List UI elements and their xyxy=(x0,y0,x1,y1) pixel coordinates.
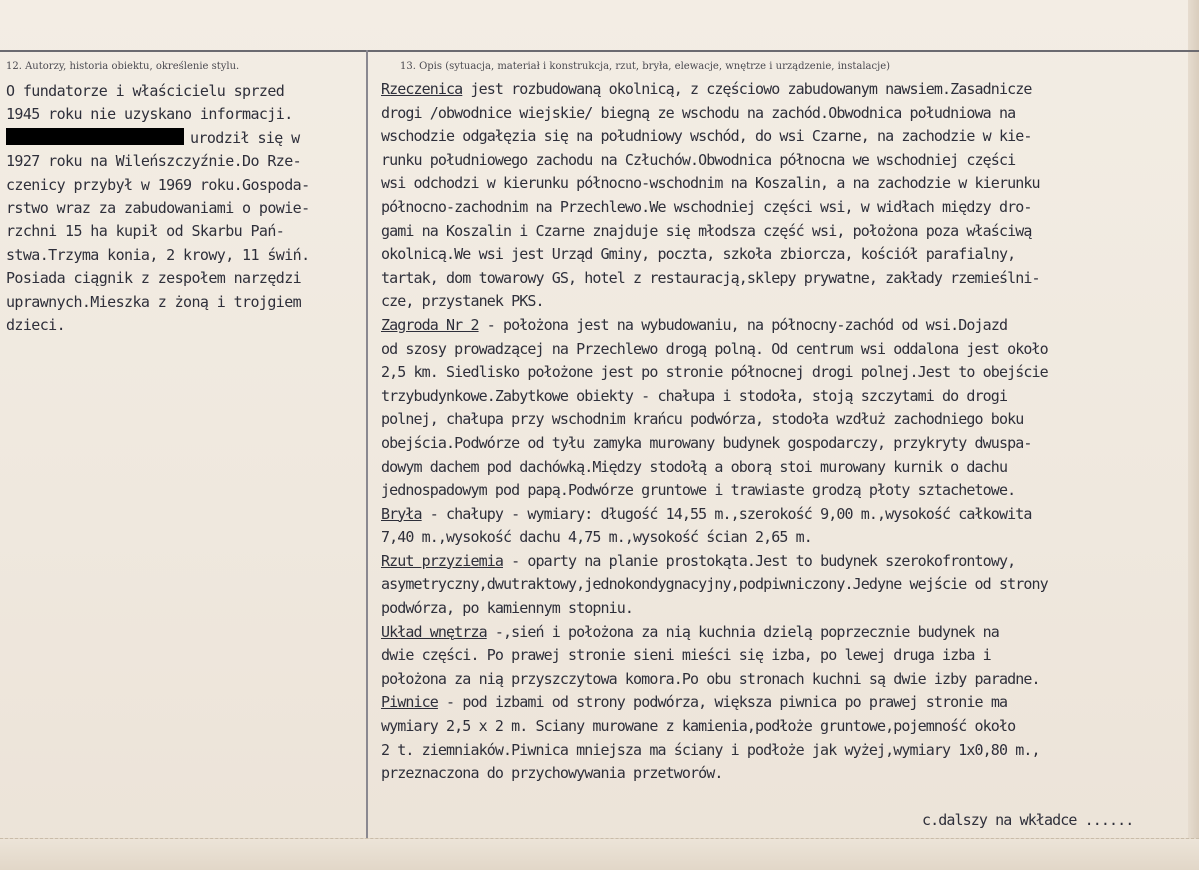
paragraph-heading: Piwnice xyxy=(381,693,438,712)
text-line: 1927 roku na Wileńszczyźnie.Do Rze- xyxy=(6,152,302,171)
text-line: przeznaczona do przychowywania przetworów. xyxy=(381,764,723,783)
section-12-header: 12. Autorzy, historia obiektu, określenie stylu. xyxy=(6,61,240,72)
text-line xyxy=(381,621,1187,645)
text-line: asymetryczny,dwutraktowy,jednokondygnacyjny,podpiwniczony.Jedyne wejście od strony xyxy=(381,575,1048,594)
text-line: 1945 roku nie uzyskano informacji. xyxy=(6,105,293,124)
text-line: wschodzie odgałęzia się na południowy wschód, do wsi Czarne, na zachodzie w kie- xyxy=(381,127,1032,146)
text-line: podwórza, po kamiennym stopniu. xyxy=(381,599,634,618)
text-fragment: - chałupy - wymiary: długość 14,55 m.,szerokość 9,00 m.,wysokość całkowita xyxy=(421,504,1032,523)
text-line: od szosy prowadzącej na Przechlewo drogą polną. Od centrum wsi oddalona jest około xyxy=(381,339,1048,358)
text-line: północno-zachodnim na Przechlewo.We wschodniej części wsi, w widłach między dro- xyxy=(381,197,1032,216)
text-line: drogi /obwodnice wiejskie/ biegną ze wschodu na zachód.Obwodnica południowa na xyxy=(381,103,1016,122)
text-line: cze, przystanek PKS. xyxy=(381,292,544,311)
text-fragment: -,sień i położona za nią kuchnia dzielą poprzecznie budynek na xyxy=(486,622,999,641)
text-line: czenicy przybył w 1969 roku.Gospoda- xyxy=(6,175,310,194)
paragraph-heading: Układ wnętrza xyxy=(381,622,487,641)
history-column xyxy=(6,80,366,337)
description-column xyxy=(381,78,1187,786)
text-fragment: - położona jest na wybudowaniu, na północny-zachód od wsi.Dojazd xyxy=(478,315,1008,334)
text-line: obejścia.Podwórze od tyłu zamyka murowany budynek gospodarczy, przykryty dwuspa- xyxy=(381,433,1032,452)
text-line xyxy=(381,550,1187,574)
continuation-note: c.dalszy na wkładce ...... xyxy=(922,811,1134,829)
text-line: 2 t. ziemniaków.Piwnica mniejsza ma ściany i podłoże jak wyżej,wymiary 1x0,80 m., xyxy=(381,740,1040,759)
text-fragment: urodził się w xyxy=(190,128,300,147)
text-line: runku południowego zachodu na Człuchów.Obwodnica północna we wschodniej części xyxy=(381,150,1016,169)
text-line: uprawnych.Mieszka z żoną i trojgiem xyxy=(6,292,302,311)
text-line: jednospadowym pod papą.Podwórze gruntowe i trawiaste grodzą płoty sztachetowe. xyxy=(381,481,1016,500)
text-line: rzchni 15 ha kupił od Skarbu Pań- xyxy=(6,222,285,241)
text-line xyxy=(381,314,1187,338)
text-line: stwa.Trzyma konia, 2 krowy, 11 świń. xyxy=(6,245,310,264)
page-edge xyxy=(1188,0,1199,869)
text-fragment: - pod izbami od strony podwórza, większa piwnica po prawej stronie ma xyxy=(437,693,1008,712)
text-line xyxy=(381,78,1187,102)
text-line: 2,5 km. Siedlisko położone jest po stronie północnej drogi polnej.Jest to obejście xyxy=(381,363,1048,382)
paragraph-heading: Rzut przyziemia xyxy=(381,551,503,570)
page-fold xyxy=(0,838,1199,870)
text-line: wsi odchodzi w kierunku północno-wschodnim na Koszalin, a na zachodzie w kierunku xyxy=(381,174,1040,193)
text-line: okolnicą.We wsi jest Urząd Gminy, poczta, szkoła zbiorcza, kościół parafialny, xyxy=(381,245,1016,264)
text-line: wymiary 2,5 x 2 m. Sciany murowane z kamienia,podłoże gruntowe,pojemność około xyxy=(381,717,1016,736)
text-line xyxy=(381,503,1187,527)
text-line: O fundatorze i właścicielu sprzed xyxy=(6,82,285,100)
text-line xyxy=(381,691,1187,715)
text-line: dwie części. Po prawej stronie sieni mieści się izba, po lewej druga izba i xyxy=(381,646,991,665)
paragraph-heading: Rzeczenica xyxy=(381,80,463,98)
text-line: położona za nią przyszczytowa komora.Po obu stronach kuchni są dwie izby paradne. xyxy=(381,669,1040,688)
column-divider xyxy=(366,50,368,869)
text-line: trzybudynkowe.Zabytkowe obiekty - chałupa i stodoła, stoją szczytami do drogi xyxy=(381,386,1008,405)
text-line: polnej, chałupa przy wschodnim krańcu podwórza, stodoła wzdłuż zachodniego boku xyxy=(381,410,1024,429)
text-line: dowym dachem pod dachówką.Między stodołą a oborą stoi murowany kurnik o dachu xyxy=(381,457,1008,476)
redaction-bar xyxy=(6,128,184,145)
header-rule xyxy=(0,50,1199,52)
text-line: rstwo wraz za zabudowaniami o powie- xyxy=(6,198,310,217)
text-fragment: - oparty na planie prostokąta.Jest to budynek szerokofrontowy, xyxy=(502,551,1016,570)
text-line: Posiada ciągnik z zespołem narzędzi xyxy=(6,269,302,288)
paragraph-heading: Bryła xyxy=(381,504,422,523)
text-line: tartak, dom towarowy GS, hotel z restauracją,sklepy prywatne, zakłady rzemieślni- xyxy=(381,268,1040,287)
text-line: dzieci. xyxy=(6,315,66,334)
text-line xyxy=(6,127,366,150)
section-13-header: 13. Opis (sytuacja, materiał i konstrukcja, rzut, bryła, elewacje, wnętrze i urządzenie, instalacje) xyxy=(400,61,891,72)
text-line: gami na Koszalin i Czarne znajduje się młodsza część wsi, położona poza właściwą xyxy=(381,221,1032,240)
paragraph-heading: Zagroda Nr 2 xyxy=(381,315,479,334)
text-fragment: jest rozbudowaną okolnicą, z częściowo zabudowanym nawsiem.Zasadnicze xyxy=(462,80,1032,98)
text-line: 7,40 m.,wysokość dachu 4,75 m.,wysokość ścian 2,65 m. xyxy=(381,528,812,547)
